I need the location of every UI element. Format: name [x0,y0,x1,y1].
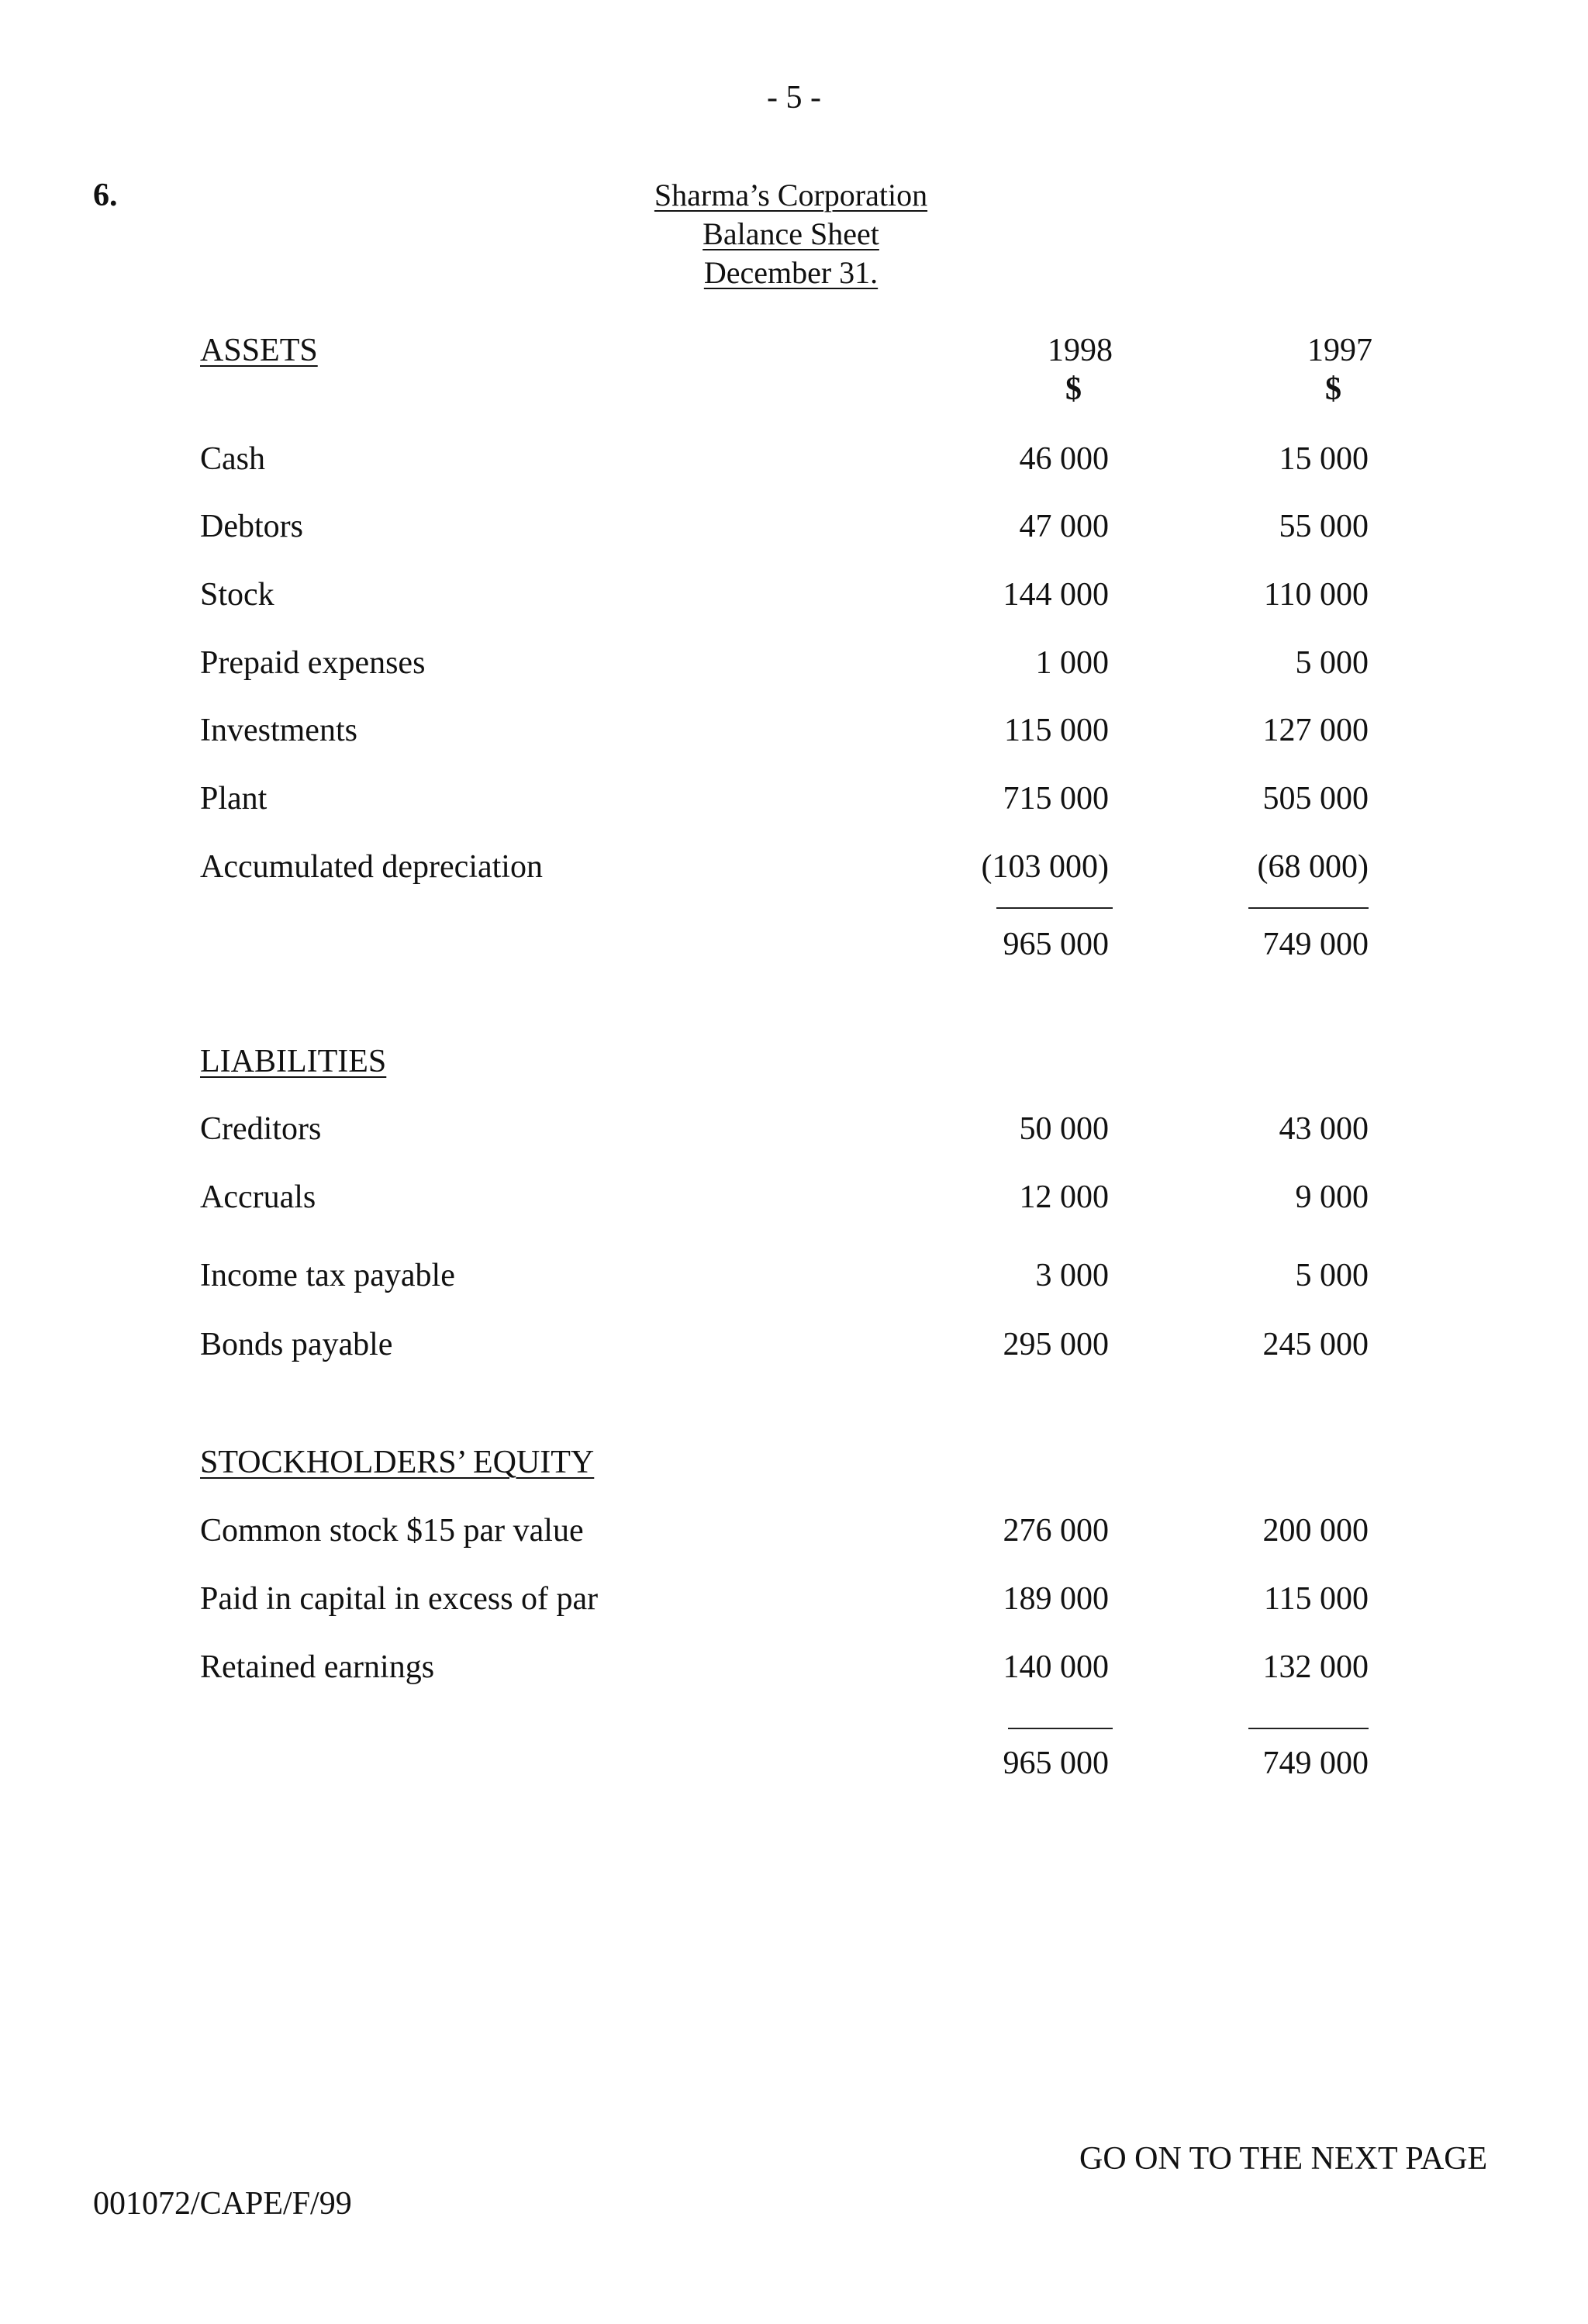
total-rule-1998 [1008,1728,1113,1729]
go-on-next-page: GO ON TO THE NEXT PAGE [1079,2141,1488,2177]
value-1998: 715 000 [1003,781,1109,817]
value-1998: 1 000 [1035,645,1109,681]
assets-total-1997: 749 000 [1262,927,1369,962]
statement-title: Balance Sheet [703,216,879,251]
row-label-accruals: Accruals [200,1179,316,1215]
row-label-common-stock: Common stock $15 par value [200,1513,584,1549]
value-1998: 276 000 [1003,1513,1109,1549]
value-1998: 295 000 [1003,1327,1109,1362]
column-header-1997: 1997 [1307,333,1372,368]
value-1997: 5 000 [1295,1258,1369,1293]
equity-heading: STOCKHOLDERS’ EQUITY [200,1445,595,1480]
assets-total-1998: 965 000 [1003,927,1109,962]
value-1998: 47 000 [1019,509,1109,544]
statement-date: December 31. [703,255,879,290]
value-1998: 46 000 [1019,441,1109,477]
value-1998: 189 000 [1003,1581,1109,1617]
row-label-investments: Investments [200,713,357,748]
value-1997: 127 000 [1262,713,1369,748]
value-1997: 132 000 [1262,1649,1369,1685]
row-label-bonds-payable: Bonds payable [200,1327,393,1362]
value-1997: 55 000 [1279,509,1369,544]
row-label-paid-in-capital: Paid in capital in excess of par [200,1581,599,1617]
value-1998: 50 000 [1019,1111,1109,1147]
assets-heading: ASSETS [200,333,318,368]
subtotal-rule-1997 [1248,907,1369,909]
value-1997: 15 000 [1279,441,1369,477]
value-1998: (103 000) [981,849,1109,885]
currency-1997: $ [1325,371,1341,407]
row-label-debtors: Debtors [200,509,303,544]
row-label-creditors: Creditors [200,1111,322,1147]
value-1997: 43 000 [1279,1111,1369,1147]
value-1997: 5 000 [1295,645,1369,681]
value-1997: (68 000) [1257,849,1369,885]
document-code: 001072/CAPE/F/99 [93,2186,352,2222]
row-label-accumulated-depreciation: Accumulated depreciation [200,849,543,885]
value-1997: 9 000 [1295,1179,1369,1215]
column-header-1998: 1998 [1048,333,1113,368]
row-label-income-tax-payable: Income tax payable [200,1258,455,1293]
row-label-retained-earnings: Retained earnings [200,1649,435,1685]
value-1997: 115 000 [1264,1581,1369,1617]
value-1998: 115 000 [1004,713,1109,748]
total-rule-1997 [1248,1728,1369,1729]
subtotal-rule-1998 [996,907,1113,909]
value-1997: 110 000 [1264,577,1369,613]
company-name: Sharma’s Corporation [654,178,928,212]
liabilities-heading: LIABILITIES [200,1044,387,1079]
value-1998: 140 000 [1003,1649,1109,1685]
value-1998: 144 000 [1003,577,1109,613]
row-label-cash: Cash [200,441,265,477]
liabilities-equity-total-1997: 749 000 [1262,1746,1369,1781]
value-1997: 505 000 [1262,781,1369,817]
value-1998: 12 000 [1019,1179,1109,1215]
row-label-stock: Stock [200,577,274,613]
value-1997: 245 000 [1262,1327,1369,1362]
page-number: - 5 - [767,80,821,116]
row-label-plant: Plant [200,781,268,817]
value-1998: 3 000 [1035,1258,1109,1293]
value-1997: 200 000 [1262,1513,1369,1549]
currency-1998: $ [1065,371,1082,407]
row-label-prepaid-expenses: Prepaid expenses [200,645,426,681]
question-number: 6. [93,178,118,213]
liabilities-equity-total-1998: 965 000 [1003,1746,1109,1781]
